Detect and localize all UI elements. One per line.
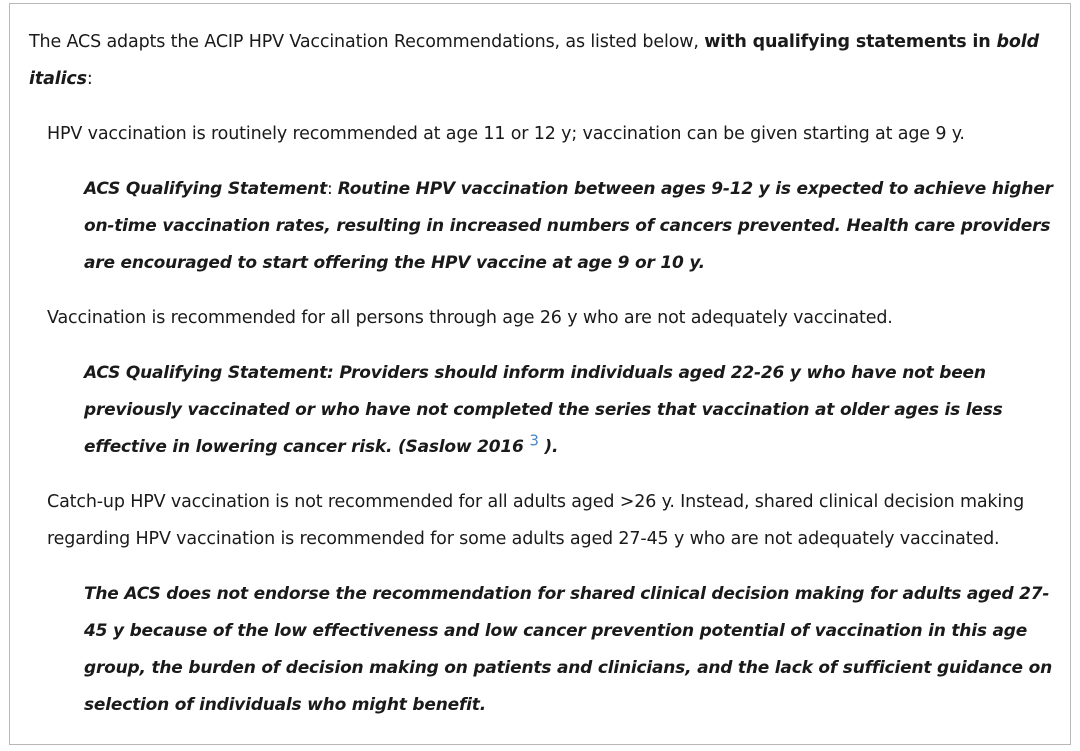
qualifier-label: ACS Qualifying Statement [84,179,328,199]
recommendation-3: Catch-up HPV vaccination is not recommended for all adults aged >26 y. Instead, shared clinical decision making regarding HPV vaccination is recommended for some adults aged 27-45 y who are not adequately vaccinated. [47,492,1025,549]
recommendation-2: Vaccination is recommended for all persons through age 26 y who are not adequately vaccinated. [47,308,893,328]
intro-bold-text: with qualifying statements in bold italics [29,32,1040,89]
qualifying-statement-3: The ACS does not endorse the recommendation for shared clinical decision making for adults aged 27-45 y because of the low effectiveness and low cancer prevention potential of vaccination in this age group, the burden of decision making on patients and clinicians, and the lack of sufficient guidance on selection of individuals who might benefit. [84,584,1052,715]
qualifying-statement-1 [84,171,1059,282]
recommendation-1: HPV vaccination is routinely recommended at age 11 or 12 y; vaccination can be given starting at age 9 y. [47,124,965,144]
content-box [9,3,1071,745]
intro-text: The ACS adapts the ACIP HPV Vaccination Recommendations, as listed below, [29,32,705,52]
qualifier-body: Routine HPV vaccination between ages 9-12 y is expected to achieve higher on-time vaccination rates, resulting in increased numbers of cancers prevented. Health care providers are encouraged to start offering the HPV vaccine at age 9 or 10 y. [84,179,1053,273]
intro-paragraph [29,24,1059,98]
document-body [29,24,1059,724]
intro-colon: : [86,69,93,89]
qualifying-statement-2 [84,355,1059,466]
reference-link-3[interactable]: 3 [529,431,539,450]
qualifier-separator: : [327,179,338,199]
intro-bold-italic-text: bold italics [29,32,1040,89]
qualifier-closing: ). [538,437,559,457]
qualifier-body: ACS Qualifying Statement: Providers should inform individuals aged 22-26 y who have not been previously vaccinated or who have not completed the series that vaccination at older ages is less effective in lowering cancer risk. (Saslow 2016 [84,363,1003,457]
